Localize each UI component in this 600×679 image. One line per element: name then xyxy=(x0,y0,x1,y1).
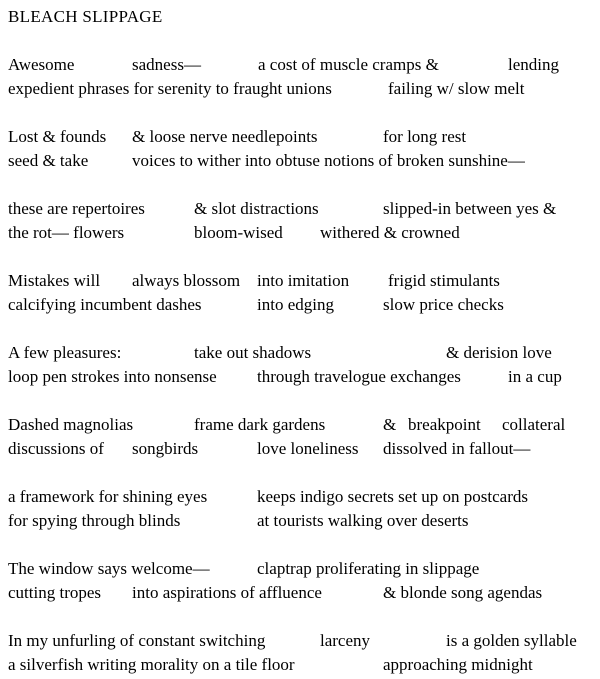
poem-line-fragment: frigid stimulants xyxy=(388,271,500,290)
poem-line-fragment: dissolved in fallout— xyxy=(383,439,531,458)
poem-line-fragment: Mistakes will xyxy=(8,271,101,290)
poem-line-fragment: these are repertoires xyxy=(8,199,145,218)
poem-line-fragment: keeps indigo secrets set up on postcards xyxy=(257,487,528,506)
poem-line-fragment: slow price checks xyxy=(383,295,504,314)
poem-line-fragment: A few pleasures: xyxy=(8,343,122,362)
poem-line-fragment: breakpoint xyxy=(408,415,481,434)
poem-line-fragment: a framework for shining eyes xyxy=(8,487,208,506)
poem-line-fragment: for long rest xyxy=(383,127,467,146)
poem-line-fragment: through travelogue exchanges xyxy=(257,367,461,386)
poem-line-fragment: & loose nerve needlepoints xyxy=(132,127,318,146)
poem-line-fragment: into edging xyxy=(257,295,334,314)
poem-line-fragment: love loneliness xyxy=(257,439,359,458)
poem-line-fragment: into aspirations of affluence xyxy=(132,583,322,602)
poem-line-fragment: for spying through blinds xyxy=(8,511,181,530)
poem-line-fragment: into imitation xyxy=(257,271,350,290)
poem-line-fragment: seed & take xyxy=(8,151,89,170)
poem-line-fragment: & blonde song agendas xyxy=(383,583,543,602)
poem-line-fragment: calcifying incumbent dashes xyxy=(8,295,202,314)
poem-line-fragment: take out shadows xyxy=(194,343,312,362)
poem-line-fragment: slipped-in between yes & xyxy=(383,199,557,218)
poem-line-fragment: Lost & founds xyxy=(8,127,107,146)
poem-line-fragment: discussions of xyxy=(8,439,104,458)
poem-line-fragment: Awesome xyxy=(8,55,75,74)
poem-line-fragment: collateral xyxy=(502,415,566,434)
poem-line-fragment: expedient phrases for serenity to fraught unions xyxy=(8,79,332,98)
poem-line-fragment: failing w/ slow melt xyxy=(388,79,525,98)
poem-line-fragment: Dashed magnolias xyxy=(8,415,134,434)
poem-title: BLEACH SLIPPAGE xyxy=(8,7,163,26)
poem-line-fragment: In my unfurling of constant switching xyxy=(8,631,266,650)
poem-line-fragment: approaching midnight xyxy=(383,655,533,674)
poem-line-fragment: withered & crowned xyxy=(320,223,460,242)
poem-line-fragment: larceny xyxy=(320,631,371,650)
poem-line-fragment: a cost of muscle cramps & xyxy=(258,55,439,74)
poem-line-fragment: & derision love xyxy=(446,343,552,362)
poem-line-fragment: claptrap proliferating in slippage xyxy=(257,559,480,578)
poem-line-fragment: lending xyxy=(508,55,559,74)
poem-line-fragment: sadness— xyxy=(132,55,201,74)
poem-line-fragment: in a cup xyxy=(508,367,562,386)
poem-line-fragment: loop pen strokes into nonsense xyxy=(8,367,217,386)
poem-line-fragment: is a golden syllable xyxy=(446,631,577,650)
poem-line-fragment: voices to wither into obtuse notions of broken sunshine— xyxy=(132,151,525,170)
poem-line-fragment: always blossom xyxy=(132,271,241,290)
poem-line-fragment: the rot— flowers xyxy=(8,223,125,242)
poem-line-fragment: frame dark gardens xyxy=(194,415,326,434)
poem-line-fragment: a silverfish writing morality on a tile floor xyxy=(8,655,295,674)
poem-line-fragment: at tourists walking over deserts xyxy=(257,511,469,530)
poem-line-fragment: songbirds xyxy=(132,439,199,458)
poem-line-fragment: The window says welcome— xyxy=(8,559,210,578)
poem-line-fragment: cutting tropes xyxy=(8,583,102,602)
poem-line-fragment: bloom-wised xyxy=(194,223,283,242)
poem-line-fragment: & slot distractions xyxy=(194,199,319,218)
poem-line-fragment: & xyxy=(383,415,397,434)
